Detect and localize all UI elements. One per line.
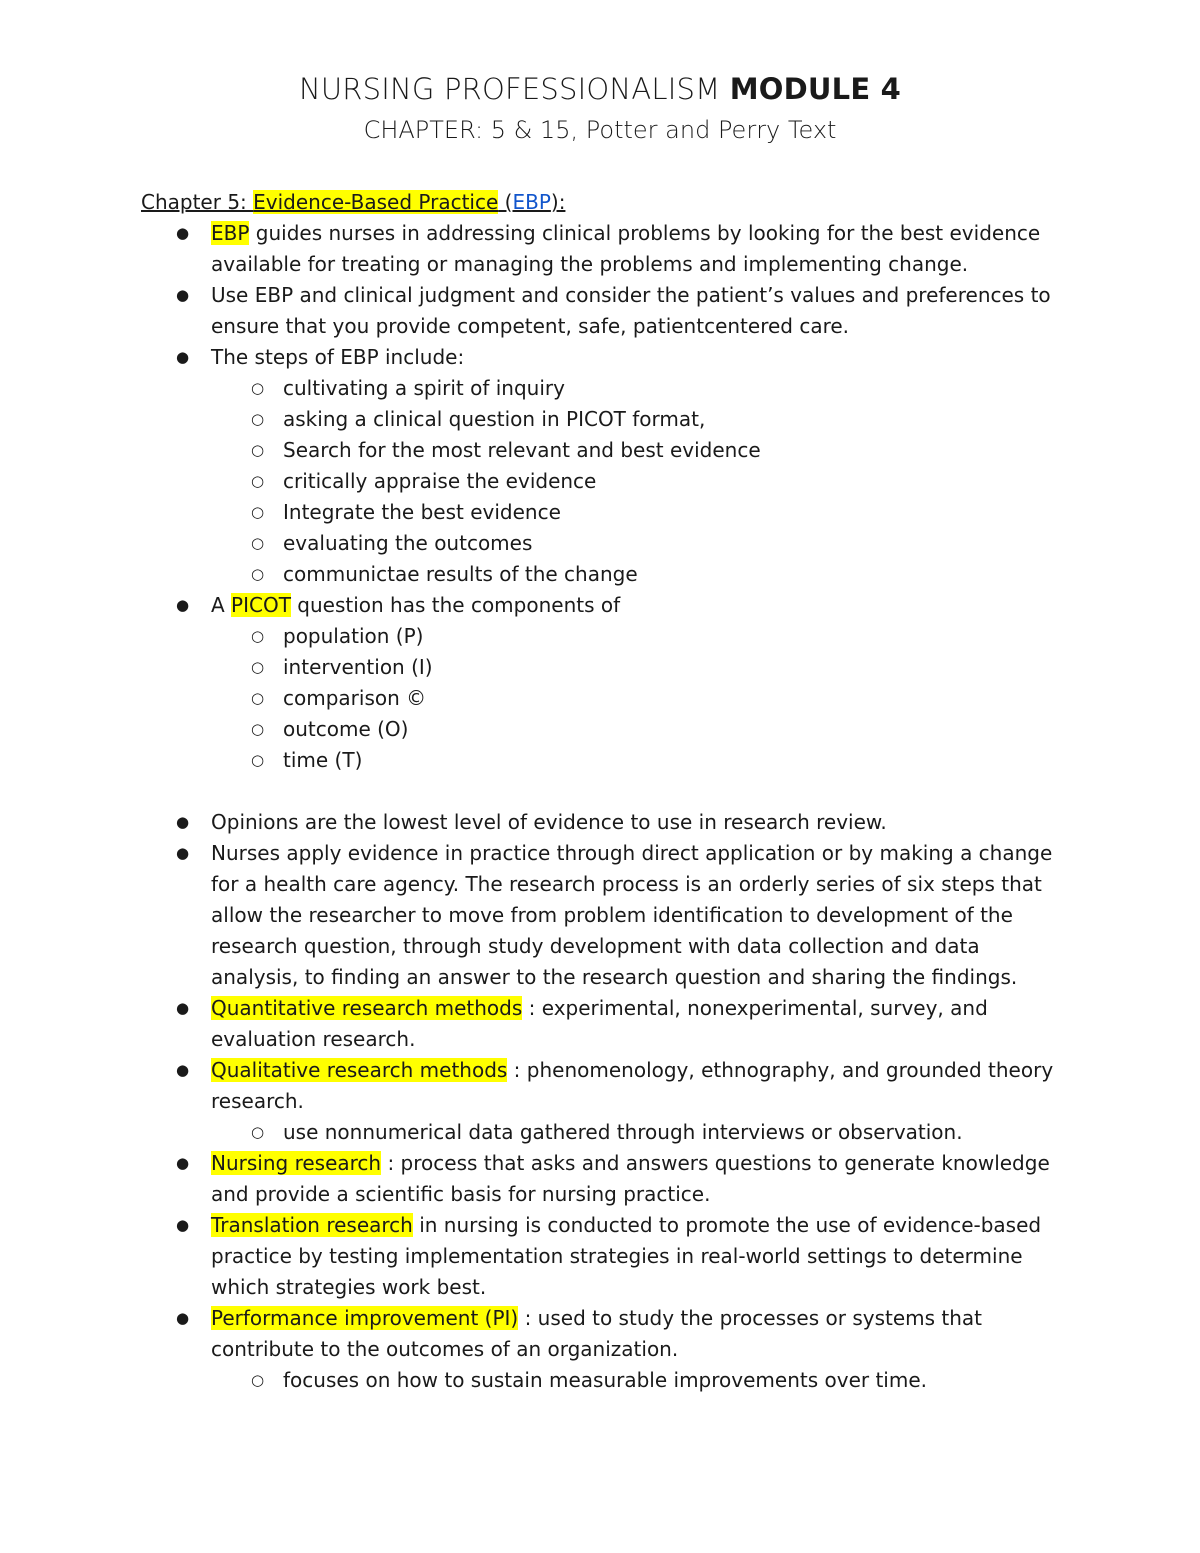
bullet-icon: ●: [176, 1061, 190, 1079]
sub-list-item: [251, 373, 1061, 404]
sub-list-item: [251, 497, 1061, 528]
sub-list-item: [251, 745, 1061, 776]
heading-prefix: Chapter 5:: [141, 190, 254, 214]
circle-bullet-icon: ○: [251, 720, 265, 738]
heading-paren-close: ):: [550, 190, 566, 214]
list-item: [176, 1055, 1061, 1148]
sub-list-item: [251, 404, 1061, 435]
sub-item-text: population (P): [283, 624, 424, 648]
bullet-icon: ●: [176, 813, 190, 831]
highlight-term: PICOT: [231, 593, 291, 617]
item-text: The steps of EBP include:: [211, 345, 465, 369]
circle-bullet-icon: ○: [251, 689, 265, 707]
circle-bullet-icon: ○: [251, 379, 265, 397]
item-text: question has the components of: [290, 593, 621, 617]
sub-item-text: outcome (O): [283, 717, 409, 741]
list-item: [176, 342, 1061, 590]
circle-bullet-icon: ○: [251, 1123, 265, 1141]
circle-bullet-icon: ○: [251, 751, 265, 769]
title-module: MODULE 4: [729, 72, 902, 106]
heading-abbr-link[interactable]: EBP: [512, 190, 551, 214]
circle-bullet-icon: ○: [251, 503, 265, 521]
circle-bullet-icon: ○: [251, 410, 265, 428]
sub-item-text: focuses on how to sustain measurable improvements over time.: [283, 1368, 927, 1392]
circle-bullet-icon: ○: [251, 627, 265, 645]
highlight-term: Qualitative research methods: [211, 1058, 508, 1082]
bullet-icon: ●: [176, 596, 190, 614]
title-text: NURSING PROFESSIONALISM: [298, 72, 730, 106]
sub-item-text: intervention (I): [283, 655, 433, 679]
item-text: Nurses apply evidence in practice through direct application or by making a change for a health care agency. The research process is an orderly series of six steps that allow the researcher to move from problem identification to development of the research question, through study development with data collection and data analysis, to finding an answer to the research question and sharing the findings.: [211, 841, 1053, 989]
sub-item-text: critically appraise the evidence: [283, 469, 597, 493]
list-item: [176, 807, 1061, 838]
sub-item-text: cultivating a spirit of inquiry: [283, 376, 565, 400]
sub-item-text: asking a clinical question in PICOT format,: [283, 407, 706, 431]
list-item: [176, 280, 1061, 342]
main-bullet-list: [176, 218, 1061, 1396]
circle-bullet-icon: ○: [251, 658, 265, 676]
item-text: guides nurses in addressing clinical problems by looking for the best evidence available for treating or managing the problems and implementing change.: [211, 221, 1041, 276]
sub-list-item: [251, 1117, 1061, 1148]
highlight-term: Nursing research: [211, 1151, 382, 1175]
heading-highlight: Evidence-Based Practice: [253, 190, 499, 214]
circle-bullet-icon: ○: [251, 472, 265, 490]
circle-bullet-icon: ○: [251, 534, 265, 552]
item-text: Use EBP and clinical judgment and consider the patient’s values and preferences to ensure that you provide competent, safe, patientcentered care.: [211, 283, 1051, 338]
bullet-icon: ●: [176, 1216, 190, 1234]
highlight-term: Performance improvement (PI): [211, 1306, 519, 1330]
bullet-icon: ●: [176, 1309, 190, 1327]
list-item: [176, 993, 1061, 1055]
sub-item-text: Search for the most relevant and best evidence: [283, 438, 761, 462]
circle-bullet-icon: ○: [251, 1371, 265, 1389]
item-text: A: [211, 593, 232, 617]
sub-list-item: [251, 714, 1061, 745]
list-item: [176, 1210, 1061, 1303]
highlight-term: EBP: [211, 221, 250, 245]
item-text: in nursing is conducted to promote the use of evidence-based practice by testing implementation strategies in real-world settings to determine which strategies work best.: [211, 1213, 1042, 1299]
sub-list-item: [251, 559, 1061, 590]
steps-sublist: [211, 373, 1061, 590]
item-text: : process that asks and answers questions to generate knowledge and provide a scientific basis for nursing practice.: [211, 1151, 1050, 1206]
item-text: : phenomenology, ethnography, and grounded theory research.: [211, 1058, 1054, 1113]
bullet-icon: ●: [176, 224, 190, 242]
list-item: [176, 590, 1061, 807]
highlight-term: Translation research: [211, 1213, 413, 1237]
page-subtitle: CHAPTER: 5 & 15, Potter and Perry Text: [363, 116, 837, 144]
section-heading: [141, 187, 565, 218]
bullet-icon: ●: [176, 286, 190, 304]
sub-item-text: comparison ©: [283, 686, 427, 710]
bullet-icon: ●: [176, 844, 190, 862]
list-item: [176, 838, 1061, 993]
sub-list-item: [251, 652, 1061, 683]
heading-paren: (: [498, 190, 513, 214]
item-text: : used to study the processes or systems that contribute to the outcomes of an organization.: [211, 1306, 983, 1361]
sub-item-text: use nonnumerical data gathered through interviews or observation.: [283, 1120, 963, 1144]
item-text: Opinions are the lowest level of evidence to use in research review.: [211, 810, 887, 834]
list-item: [176, 1148, 1061, 1210]
bullet-icon: ●: [176, 999, 190, 1017]
sub-list-item: [251, 621, 1061, 652]
circle-bullet-icon: ○: [251, 441, 265, 459]
list-item: [176, 218, 1061, 280]
highlight-term: Quantitative research methods: [211, 996, 523, 1020]
blank-line: [211, 776, 1061, 807]
sub-item-text: Integrate the best evidence: [283, 500, 561, 524]
sub-item-text: time (T): [283, 748, 363, 772]
picot-sublist: [211, 621, 1061, 776]
bullet-icon: ●: [176, 348, 190, 366]
page-title: [0, 72, 1200, 106]
bullet-icon: ●: [176, 1154, 190, 1172]
sub-list-item: [251, 466, 1061, 497]
item-text: : experimental, nonexperimental, survey, and evaluation research.: [211, 996, 988, 1051]
list-item: [176, 1303, 1061, 1396]
sub-list-item: [251, 683, 1061, 714]
pi-sublist: [211, 1365, 1061, 1396]
sub-list-item: [251, 1365, 1061, 1396]
sub-item-text: evaluating the outcomes: [283, 531, 533, 555]
circle-bullet-icon: ○: [251, 565, 265, 583]
sub-list-item: [251, 528, 1061, 559]
sub-list-item: [251, 435, 1061, 466]
qualitative-sublist: [211, 1117, 1061, 1148]
sub-item-text: communictae results of the change: [283, 562, 638, 586]
